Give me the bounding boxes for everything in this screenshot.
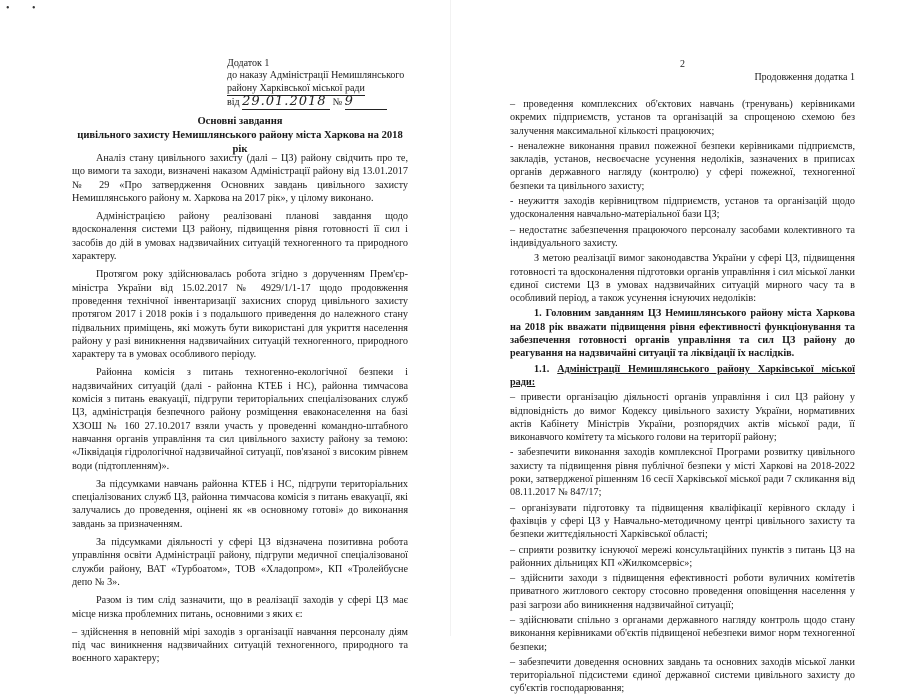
page-number: 2: [680, 59, 685, 70]
annex-block: [227, 58, 427, 110]
paragraph: Районна комісія з питань техногенно-екологічної безпеки і надзвичайних ситуацій (далі - районна КТЕБ і НС), районна тимчасова комісія з питань евакуації, підгрупи територіальних спеціалізованих служб ЦЗ, адміністрація безпечного району розміщення еваконаселення на базі ХЗОШ № 160 27.10.2017 взяли участь у проведенні командно-штабного навчання органів управління та сил цивільного захисту району за темою: «Ліквідація гідрологічної надзвичайної ситуації, пов'язаної з високим рівнем води (підтопленням)».: [72, 367, 408, 472]
annex-line-1: Додаток 1: [227, 58, 270, 69]
dash-item: – проведення комплексних об'єктових навчань (тренувань) керівниками окремих підприємств, установ та організацій за спрощеною схемою без залучення максимальної кількості працюючих;: [510, 99, 855, 137]
dash-item: - забезпечити виконання заходів комплексної Програми розвитку цивільного захисту та підвищення рівня публічної безпеки у місті Харкові на 2018-2022 роки, затвердженої рішенням 16 сесії Харківської міської ради 7 скликання від 08.11.2017 № 847/17;: [510, 447, 855, 499]
right-body: [510, 98, 855, 698]
dash-item: – здійснити заходи з підвищення ефективності роботи вуличних комітетів приватного житлового сектору стосовно проведення оповіщення населення у разі загрози або виникнення надзвичайної ситуації;: [510, 573, 855, 611]
date-prefix: від: [227, 97, 240, 109]
continuation-label: Продовження додатка 1: [754, 72, 855, 83]
handwritten-number: 9: [345, 96, 387, 109]
number-prefix: №: [332, 97, 343, 109]
paragraph: Аналіз стану цивільного захисту (далі – ЦЗ) району свідчить про те, що вимоги та заходи, визначені наказом Адміністрації району від 13.01.2017 № 29 «Про затвердження Основних завдань цивільного захисту Немишлянського району м. Харкова на 2017 рік», у цілому виконано.: [72, 153, 408, 204]
dash-item: – здійснювати спільно з органами державного нагляду контроль щодо стану виконання керівниками об'єктів підвищеної небезпеки вимог норм техногенної безпеки;: [510, 614, 855, 653]
right-page: [510, 0, 855, 695]
paragraph: Протягом року здійснювалась робота згідно з дорученням Прем'єр-міністра України від 15.02.2017 № 4929/1/1-17 щодо продовження проведення технічної інвентаризації захисних споруд цивільного захисту протягом 2017 і 2018 років і з подальшого приведення до належного стану підвальних приміщень, які можуть бути використані для укриття населення району у разі виникнення надзвичайних ситуацій техногенного, природного характеру та в умовах особливого періоду.: [72, 269, 408, 361]
dash-item: – недостатнє забезпечення працюючого персоналу засобами колективного та індивідуального захисту.: [510, 224, 855, 249]
sub-heading: [510, 363, 855, 390]
annex-date-line: [227, 96, 427, 109]
paragraph: За підсумками навчань районна КТЕБ і НС, підгрупи територіальних спеціалізованих служб ЦЗ, районна тимчасова комісія з питань евакуації, які залучались до проведення, оцінені як «в основному готові» до виконання завдань за призначенням.: [72, 478, 408, 530]
dash-item: - неужиття заходів керівництвом підприємств, установ та організацій щодо удосконалення навчально-матеріальної бази ЦЗ;: [510, 196, 855, 221]
document-title: [72, 115, 408, 157]
dash-item: – сприяти розвитку існуючої мережі консультаційних пунктів з питань ЦЗ на районних дільницях КП «Жилкомсервіс»;: [510, 544, 855, 569]
handwritten-date: 29.01.2018: [242, 96, 330, 109]
paragraph: За підсумками діяльності у сфері ЦЗ відзначена позитивна робота управління освіти Адміністрації району, підгрупи медичної спеціалізованої служби району, ВАТ «Турбоатом», ТОВ «Хладопром», КП «Тролейбусне депо № 3».: [72, 537, 408, 588]
annex-line-3-text: району Харківської міської ради: [227, 83, 365, 96]
left-page: [72, 0, 408, 665]
main-task-paragraph: 1. Головним завданням ЦЗ Немишлянського району міста Харкова на 2018 рік вважати підвищення рівня ефективності функціонування та забезпечення готовності органів управління та сил ЦЗ району до реагування на надзвичайні ситуації та ліквідації їх наслідків.: [510, 308, 855, 360]
title-line-1: Основні завдання: [197, 116, 283, 127]
sub-heading-number: 1.1.: [534, 363, 550, 375]
left-body: [72, 152, 408, 668]
paragraph: Разом із тим слід зазначити, що в реалізації заходів у сфері ЦЗ має місце низка проблемних питань, основними з яких є:: [72, 595, 408, 620]
page-divider: [450, 0, 451, 636]
annex-line-2: до наказу Адміністрації Немишлянського: [227, 70, 405, 82]
dash-item: – привести організацію діяльності органів управління і сил ЦЗ району у відповідність до вимог Кодексу цивільного захисту України, нормативних актів Кабінету Міністрів України, розпорядчих актів міської ради, її виконавчого комітету та міського голови на території району;: [510, 392, 855, 444]
dash-item: – здійснення в неповній мірі заходів з організації навчання персоналу діям під час виникнення надзвичайних ситуацій техногенного, природного та воєнного характеру;: [72, 626, 408, 665]
dash-item: – забезпечити доведення основних завдань та основних заходів міської ланки територіальної підсистеми єдиної державної системи цивільного захисту до суб'єктів господарювання;: [510, 656, 855, 695]
dash-item: – організувати підготовку та підвищення кваліфікації керівного складу і фахівців у сфері ЦЗ у Навчально-методичному центрі цивільного захисту та безпеки життєдіяльності Харківської області;: [510, 502, 855, 541]
paragraph: Адміністрацією району реалізовані планові завдання щодо вдосконалення системи ЦЗ району, підвищення рівня готовності її сил і засобів до дій в умовах надзвичайних ситуацій техногенного та природного характеру.: [72, 211, 408, 263]
title-line-2: цивільного захисту Немишлянського району міста Харкова на 2018 рік: [77, 130, 403, 155]
dash-item: - неналежне виконання правил пожежної безпеки керівниками підприємств, закладів, установ, несвоєчасне усунення недоліків, зазначених в приписах органів державного нагляду (контролю) у сфері пожежної, техногенної безпеки та цивільного захисту;: [510, 140, 855, 192]
sub-heading-text: Адміністрації Немишлянського району Харківської міської ради:: [510, 363, 855, 388]
paragraph-goal: З метою реалізації вимог законодавства України у сфері ЦЗ, підвищення готовності та вдосконалення підготовки органів управління і сил міської ланки єдиної системи ЦЗ в умовах надзвичайних ситуацій мирного часу та в особливий період, а також усунення існуючих недоліків:: [510, 253, 855, 305]
scan-artifact: • •: [6, 3, 46, 14]
